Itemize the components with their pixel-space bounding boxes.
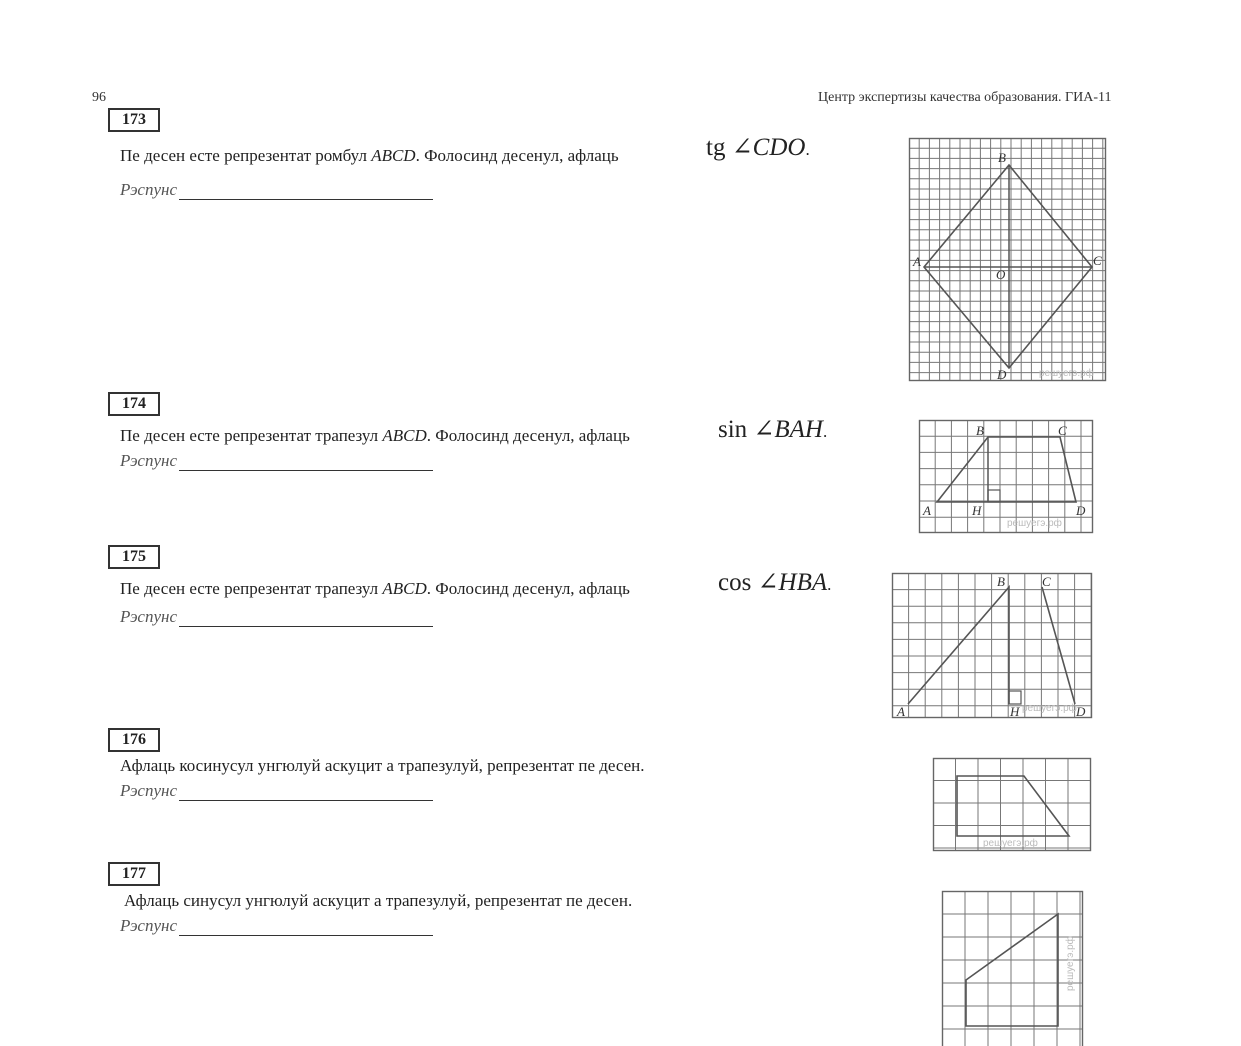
vertex-label-b: B — [998, 150, 1006, 165]
grid-173 — [909, 138, 1106, 381]
vertex-label-c: C — [1093, 253, 1102, 268]
problem-text — [120, 146, 619, 166]
problem-number: 177 — [108, 862, 160, 886]
vertex-label-a: A — [897, 704, 905, 719]
answer-line[interactable] — [179, 921, 433, 936]
expression-end: . — [822, 422, 828, 441]
angle-expression: ∠BAH — [753, 416, 823, 443]
angle-expression: ∠CDO — [731, 134, 806, 161]
watermark: решуегэ.рф — [1007, 518, 1062, 529]
problem-statement: Афлаць синусул унгюлуй аскуцит а трапезулуй, репрезентат пе десен. — [124, 891, 633, 910]
problem-statement-cont: . Фолосинд десенул, афлаць — [426, 579, 630, 598]
expression-end: . — [827, 575, 832, 594]
answer-line[interactable] — [179, 185, 433, 200]
trapezoid-figure-176 — [933, 758, 1091, 851]
problem-statement-cont: . Фолосинд десенул, афлаць — [415, 146, 619, 165]
trapezoid-figure-175 — [892, 573, 1092, 718]
problem-statement: Афлаць косинусул унгюлуй аскуцит а трапезулуй, репрезентат пе десен. — [120, 756, 645, 775]
answer-line[interactable] — [179, 786, 433, 801]
vertex-label-a: A — [923, 503, 931, 518]
answer-field[interactable] — [120, 916, 433, 936]
rhombus-figure — [909, 138, 1106, 381]
vertex-label-h: H — [1010, 704, 1020, 719]
trapezoid-shape — [966, 914, 1058, 1026]
vertex-label-c: C — [1058, 423, 1067, 438]
page-header-source: Центр экспертизы качества образования. ГИА-11 — [818, 90, 1112, 105]
math-expression — [706, 132, 810, 162]
vertex-label-a: A — [913, 254, 921, 269]
answer-label: Рэспунс — [120, 180, 177, 199]
problem-number: 176 — [108, 728, 160, 752]
math-expression — [718, 414, 827, 444]
answer-label: Рэспунс — [120, 916, 177, 935]
problem-statement: Пе десен есте репрезентат трапезул — [120, 426, 379, 445]
expression-end: . — [805, 140, 810, 159]
trig-function: cos — [718, 569, 752, 596]
problem-statement: Пе десен есте репрезентат трапезул — [120, 579, 379, 598]
vertex-label-d: D — [997, 367, 1007, 382]
right-angle-mark — [988, 490, 1000, 502]
trig-function: tg — [706, 134, 726, 161]
vertex-label-d: D — [1076, 704, 1086, 719]
trapezoid-figure-174 — [919, 420, 1093, 533]
answer-label: Рэспунс — [120, 607, 177, 626]
answer-field[interactable] — [120, 781, 433, 801]
vertex-label-c: C — [1042, 574, 1051, 589]
problem-number: 175 — [108, 545, 160, 569]
page-number: 96 — [92, 90, 106, 105]
problem-text — [120, 579, 630, 599]
watermark: решуегэ.рф — [983, 838, 1038, 849]
problem-text — [120, 426, 630, 446]
answer-field[interactable] — [120, 180, 433, 200]
trapezoid-abcd — [937, 437, 1076, 502]
problem-number: 174 — [108, 392, 160, 416]
vertex-label-d: D — [1076, 503, 1086, 518]
answer-field[interactable] — [120, 451, 433, 471]
figure-name: ABCD — [371, 146, 416, 165]
vertex-label-b: B — [997, 574, 1005, 589]
grid-border — [910, 139, 1106, 381]
answer-line[interactable] — [179, 456, 433, 471]
grid-border — [943, 892, 1083, 1046]
watermark: решуегэ.рф — [1039, 368, 1094, 379]
vertex-label-h: H — [972, 503, 982, 518]
figure-name: ABCD — [382, 579, 427, 598]
vertex-label-b: B — [976, 423, 984, 438]
vertex-label-o: O — [996, 267, 1006, 282]
figure-name: ABCD — [382, 426, 427, 445]
answer-field[interactable] — [120, 607, 433, 627]
trapezoid-shape — [957, 776, 1069, 836]
problem-statement: Пе десен есте репрезентат ромбул — [120, 146, 367, 165]
grid-177 — [942, 891, 1083, 1046]
grid-175 — [892, 573, 1092, 718]
trig-function: sin — [718, 416, 748, 443]
angle-expression: ∠HBA — [757, 569, 828, 596]
watermark: решуегэ.рф — [1022, 703, 1077, 714]
trapezoid-figure-177 — [942, 891, 1083, 1046]
watermark: решуегэ.рф — [1065, 936, 1076, 991]
right-angle-mark — [1009, 691, 1021, 704]
math-expression — [718, 567, 831, 597]
answer-line[interactable] — [179, 612, 433, 627]
answer-label: Рэспунс — [120, 451, 177, 470]
problem-statement-cont: . Фолосинд десенул, афлаць — [426, 426, 630, 445]
problem-number: 173 — [108, 108, 160, 132]
answer-label: Рэспунс — [120, 781, 177, 800]
